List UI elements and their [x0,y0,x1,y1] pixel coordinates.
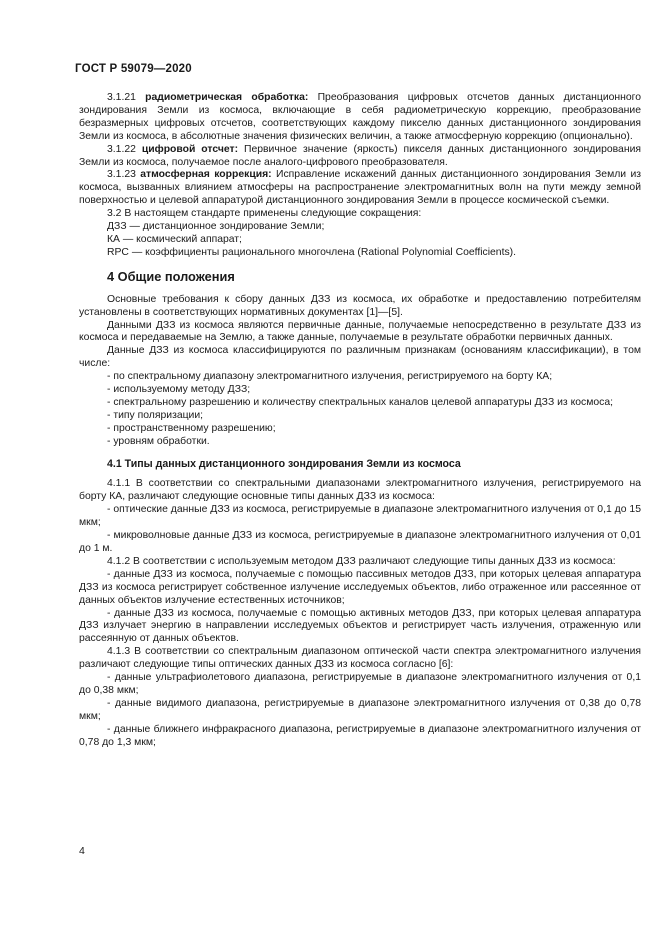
document-body [79,92,641,750]
paragraph: 4.1.3 В соответствии со спектральным диапазоном оптической части спектра электромагнитного излучения различают следующие типы оптических данных ДЗЗ из космоса согласно [6]: [79,646,641,671]
term-3-1-21: 3.1.21 радиометрическая обработка: Преобразования цифровых отсчетов данных дистанционного зондирования Земли из космоса, включающие в себя радиометрическую коррекцию, преобразование безразмерных цифровых отсчетов, соответствующих каждому пикселю данных дистанционного зондирования Земли из космоса, в абсолютные значения физических величин, а также атмосферную коррекцию (опционально). [79,92,642,142]
document-header: ГОСТ Р 59079—2020 [75,63,192,75]
abbrev-item: RPC — коэффициенты рационального многочлена (Rational Polynomial Coefficients). [107,246,517,258]
paragraph: Данными ДЗЗ из космоса являются первичные данные, получаемые непосредственно в результате ДЗЗ из космоса и передаваемые на Землю, а также данные, получаемые в результате обработки первичных данных. [79,319,641,344]
list-item: - типу поляризации; [107,409,204,421]
list-item: - данные ближнего инфракрасного диапазона, регистрируемые в диапазоне электромагнитного излучения от 0,78 до 1,3 мкм; [79,723,641,748]
paragraph: 4.1.2 В соответствии с используемым методом ДЗЗ различают следующие типы данных ДЗЗ из космоса: [107,555,616,567]
paragraph: Основные требования к сбору данных ДЗЗ из космоса, их обработке и предоставлению потребителям установлены в соответствующих нормативных документах [1]—[5]. [79,293,641,318]
page-number: 4 [79,845,85,857]
list-item: - пространственному разрешению; [107,422,276,434]
term-3-1-23: 3.1.23 атмосферная коррекция: Исправление искажений данных дистанционного зондирования Земли из космоса, вызванных влиянием атмосферы на распространение электромагнитных волн на пути между земной поверхностью и целевой аппаратурой дистанционного зондирования Земли в процессе космической съемки. [79,169,642,207]
list-item: - уровням обработки. [107,435,210,447]
list-item: - данные ДЗЗ из космоса, получаемые с помощью пассивных методов ДЗЗ, при которых целевая аппаратура ДЗЗ из космоса регистрирует собственное излучение исследуемых объектов, либо отраженное или рассеянное от данных объектов излучение естественных источников; [79,568,641,606]
abbrev-item: ДЗЗ — дистанционное зондирование Земли; [107,221,325,233]
paragraph: Данные ДЗЗ из космоса классифицируются по различным признакам (основаниям классификации), в том числе: [79,345,641,370]
section-4-heading: 4 Общие положения [107,268,235,284]
term-3-1-22: 3.1.22 цифровой отсчет: Первичное значение (яркость) пикселя данных дистанционного зондирования Земли из космоса, получаемое после аналого-цифрового преобразователя. [79,143,642,168]
list-item: - данные видимого диапазона, регистрируемые в диапазоне электромагнитного излучения от 0,38 до 0,78 мкм; [79,697,641,722]
list-item: - микроволновые данные ДЗЗ из космоса, регистрируемые в диапазоне электромагнитного излучения от 0,01 до 1 м. [79,530,641,554]
abbrev-item: КА — космический аппарат; [107,233,242,245]
abbrev-intro: 3.2 В настоящем стандарте применены следующие сокращения: [107,208,422,220]
list-item: - используемому методу ДЗЗ; [107,384,251,396]
list-item: - по спектральному диапазону электромагнитного излучения, регистрируемого на борту КА; [107,371,553,383]
paragraph: 4.1.1 В соответствии со спектральными диапазонами электромагнитного излучения, регистрируемого на борту КА, различают следующие основные типы данных ДЗЗ из космоса: [79,478,641,503]
list-item: - данные ультрафиолетового диапазона, регистрируемые в диапазоне электромагнитного излучения от 0,1 до 0,38 мкм; [79,672,641,696]
list-item: - спектральному разрешению и количеству спектральных каналов целевой аппаратуры ДЗЗ из космоса; [107,396,613,408]
list-item: - оптические данные ДЗЗ из космоса, регистрируемые в диапазоне электромагнитного излучения от 0,1 до 15 мкм; [79,504,641,529]
section-4-1-heading: 4.1 Типы данных дистанционного зондирования Земли из космоса [107,457,461,470]
list-item: - данные ДЗЗ из космоса, получаемые с помощью активных методов ДЗЗ, при которых целевая аппаратура ДЗЗ излучает энергию в направлении исследуемых объектов и регистрирует часть излучения, отраженную или рассеянную от данных объектов. [79,607,641,645]
